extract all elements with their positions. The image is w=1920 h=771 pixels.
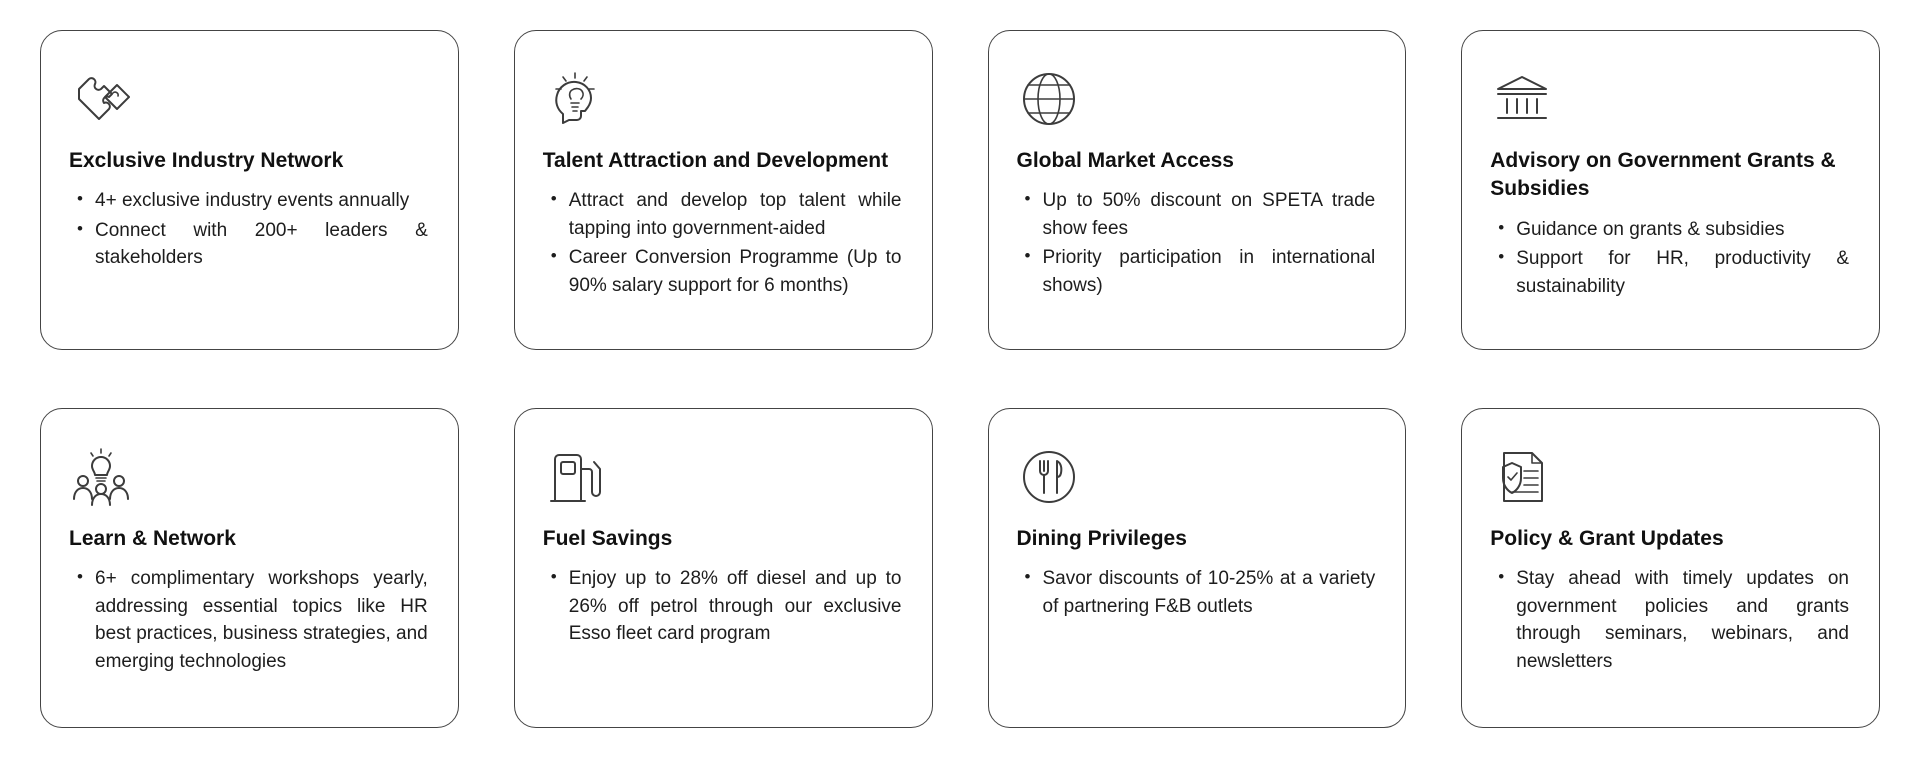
puzzle-pieces-icon <box>69 57 432 141</box>
benefit-card-global-market-access <box>988 30 1407 350</box>
list-item: • Guidance on grants & subsidies <box>1516 216 1853 244</box>
people-lightbulb-icon <box>69 435 432 519</box>
card-bullet-list <box>1013 187 1380 301</box>
document-shield-icon <box>1490 435 1853 519</box>
list-item: • Connect with 200+ leaders & stakeholders <box>95 217 432 272</box>
card-title: Fuel Savings <box>542 527 673 550</box>
list-item: • 6+ complimentary workshops yearly, addressing essential topics like HR best practices, business strategies, and emerging technologies <box>95 565 432 675</box>
benefit-card-dining-privileges <box>988 408 1407 728</box>
benefit-card-exclusive-industry-network <box>40 30 459 350</box>
benefits-row-2 <box>40 408 1880 728</box>
list-item: • Attract and develop top talent while tapping into government-aided <box>569 187 906 242</box>
card-title: Learn & Network <box>69 527 236 550</box>
card-bullet-list <box>539 565 906 650</box>
list-item: • Enjoy up to 28% off diesel and up to 26% off petrol through our exclusive Esso fleet card program <box>569 565 906 648</box>
cutlery-circle-icon <box>1017 435 1380 519</box>
card-title: Global Market Access <box>1016 149 1234 172</box>
benefit-card-fuel-savings <box>514 408 933 728</box>
benefit-card-talent-attraction-and-development <box>514 30 933 350</box>
card-bullet-list <box>1013 565 1380 622</box>
benefit-card-policy-grant-updates <box>1461 408 1880 728</box>
card-title: Policy & Grant Updates <box>1490 527 1724 550</box>
globe-icon <box>1017 57 1380 141</box>
benefits-row-1 <box>40 30 1880 350</box>
list-item: • Savor discounts of 10-25% at a variety of partnering F&B outlets <box>1043 565 1380 620</box>
card-title: Advisory on Government Grants & Subsidies <box>1490 149 1836 201</box>
list-item: • Up to 50% discount on SPETA trade show fees <box>1043 187 1380 242</box>
list-item: • Stay ahead with timely updates on government policies and grants through seminars, webinars, and newsletters <box>1516 565 1853 675</box>
card-bullet-list <box>65 565 432 677</box>
card-bullet-list <box>1486 565 1853 677</box>
list-item: • Career Conversion Programme (Up to 90% salary support for 6 months) <box>569 244 906 299</box>
benefit-card-learn-network <box>40 408 459 728</box>
card-title: Dining Privileges <box>1016 527 1187 550</box>
government-building-icon <box>1490 57 1853 141</box>
head-lightbulb-icon <box>543 57 906 141</box>
list-item: • Support for HR, productivity & sustainability <box>1516 245 1853 300</box>
list-item: • 4+ exclusive industry events annually <box>95 187 432 215</box>
card-title: Talent Attraction and Development <box>542 149 889 172</box>
list-item: • Priority participation in international shows) <box>1043 244 1380 299</box>
fuel-pump-icon <box>543 435 906 519</box>
card-bullet-list <box>539 187 906 301</box>
benefit-card-advisory-on-government-grants-subsidies <box>1461 30 1880 350</box>
card-bullet-list <box>65 187 432 274</box>
card-title: Exclusive Industry Network <box>69 149 344 172</box>
card-bullet-list <box>1486 216 1853 303</box>
